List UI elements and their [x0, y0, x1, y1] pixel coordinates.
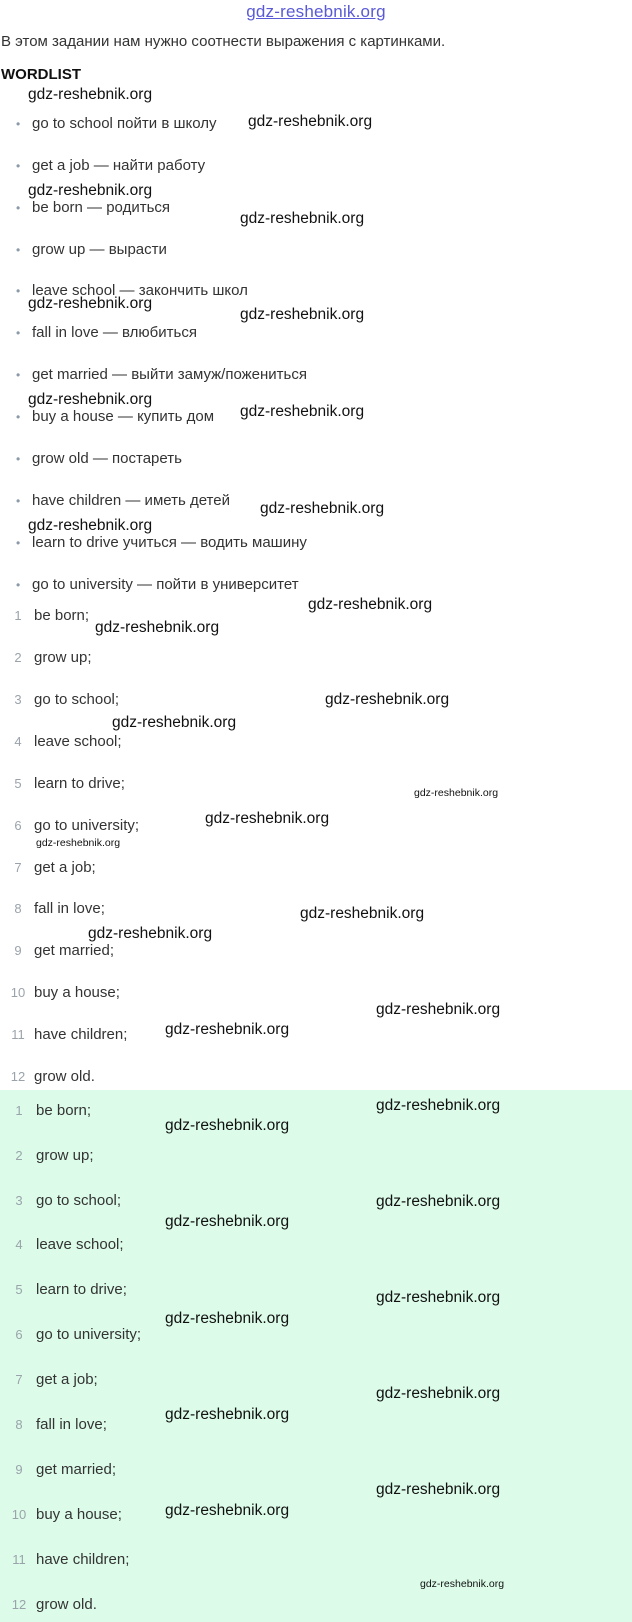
- watermark-text: gdz-reshebnik.org: [28, 517, 153, 534]
- watermark-text: gdz-reshebnik.org: [260, 500, 385, 517]
- watermark-text: gdz-reshebnik.org: [112, 714, 237, 731]
- watermark-text: gdz-reshebnik.org: [165, 1021, 290, 1038]
- list-item-number: 9: [15, 1462, 23, 1477]
- wordlist-item: [16, 532, 307, 554]
- list-item: [8, 1504, 122, 1526]
- watermark-text: gdz-reshebnik.org: [28, 295, 153, 312]
- wordlist-item: [16, 406, 214, 428]
- bullet-icon: •: [16, 536, 21, 550]
- watermark-text: gdz-reshebnik.org: [165, 1117, 290, 1134]
- list-item-number: 8: [14, 901, 22, 916]
- watermark-text: gdz-reshebnik.org: [165, 1406, 290, 1423]
- list-item-text: go to university;: [36, 1326, 142, 1343]
- list-item-number: 7: [14, 860, 22, 875]
- bullet-icon: •: [16, 159, 21, 173]
- watermark-text: gdz-reshebnik.org: [308, 596, 433, 613]
- watermark-text: gdz-reshebnik.org: [240, 403, 365, 420]
- list-item-number: 2: [14, 650, 22, 665]
- list-item-text: leave school;: [34, 733, 122, 750]
- list-item-number: 8: [15, 1417, 23, 1432]
- watermark-text: gdz-reshebnik.org: [325, 691, 450, 708]
- answer-block: [0, 1090, 632, 1622]
- list-item-number: 5: [14, 776, 22, 791]
- watermark-text: gdz-reshebnik.org: [376, 1289, 501, 1306]
- bullet-icon: •: [16, 201, 21, 215]
- wordlist-item: [16, 364, 307, 386]
- watermark-text: gdz-reshebnik.org: [376, 1385, 501, 1402]
- list-item: [8, 1100, 91, 1122]
- wordlist-item: [16, 448, 182, 470]
- list-item-text: get a job;: [36, 1371, 98, 1388]
- wordlist-item-text: go to university — пойти в университет: [32, 576, 299, 593]
- list-item: [8, 898, 105, 920]
- watermark-text: gdz-reshebnik.org: [420, 1578, 505, 1590]
- wordlist-item-text: be born — родиться: [32, 199, 171, 216]
- list-item-text: grow up;: [34, 649, 92, 666]
- list-item-number: 9: [14, 943, 22, 958]
- watermark-text: gdz-reshebnik.org: [28, 86, 153, 103]
- list-item-number: 12: [10, 1069, 26, 1084]
- wordlist-title: WORDLIST: [1, 66, 81, 83]
- list-item-number: 12: [11, 1597, 27, 1612]
- list-item-text: be born;: [36, 1102, 92, 1119]
- list-item: [8, 940, 114, 962]
- list-item-number: 3: [15, 1193, 23, 1208]
- wordlist-item-text: learn to drive учиться — водить машину: [32, 534, 307, 551]
- wordlist-item-text: leave school — закончить школ: [32, 282, 248, 299]
- bullet-icon: •: [16, 326, 21, 340]
- list-item: [8, 815, 139, 837]
- wordlist-item: [16, 197, 170, 219]
- list-item-text: get a job;: [34, 859, 96, 876]
- watermark-text: gdz-reshebnik.org: [28, 182, 153, 199]
- wordlist-item-text: have children — иметь детей: [32, 492, 230, 509]
- list-item-text: grow old.: [34, 1068, 95, 1085]
- list-item-number: 6: [14, 818, 22, 833]
- list-item-text: have children;: [34, 1026, 128, 1043]
- list-item: [8, 1414, 107, 1436]
- list-item-number: 4: [15, 1237, 23, 1252]
- watermark-text: gdz-reshebnik.org: [28, 391, 153, 408]
- list-item: [8, 605, 89, 627]
- bullet-icon: •: [16, 117, 21, 131]
- list-item: [8, 689, 119, 711]
- bullet-icon: •: [16, 452, 21, 466]
- wordlist-item: [16, 239, 167, 261]
- list-item-number: 11: [12, 1552, 26, 1567]
- list-item-text: grow up;: [36, 1147, 94, 1164]
- list-item-text: get married;: [34, 942, 115, 959]
- watermark-text: gdz-reshebnik.org: [95, 619, 220, 636]
- list-item-text: grow old.: [36, 1596, 97, 1613]
- list-item-number: 1: [14, 608, 22, 623]
- list-item-text: have children;: [36, 1551, 130, 1568]
- list-item-number: 7: [15, 1372, 23, 1387]
- list-item-number: 5: [15, 1282, 23, 1297]
- list-item-text: leave school;: [36, 1236, 124, 1253]
- wordlist-item: [16, 155, 205, 177]
- watermark-text: gdz-reshebnik.org: [376, 1481, 501, 1498]
- wordlist-item-text: grow up — вырасти: [32, 241, 167, 258]
- list-item: [8, 1459, 116, 1481]
- watermark-text: gdz-reshebnik.org: [205, 810, 330, 827]
- watermark-text: gdz-reshebnik.org: [376, 1001, 501, 1018]
- list-item-text: fall in love;: [34, 900, 105, 917]
- list-item-text: learn to drive;: [36, 1281, 127, 1298]
- list-item-number: 11: [11, 1027, 25, 1042]
- watermark-text: gdz-reshebnik.org: [240, 210, 365, 227]
- bullet-icon: •: [16, 284, 21, 298]
- wordlist-item-text: go to school пойти в школу: [32, 115, 217, 132]
- list-item: [8, 1549, 129, 1571]
- watermark-text: gdz-reshebnik.org: [376, 1097, 501, 1114]
- list-item: [8, 1234, 124, 1256]
- wordlist-item-text: grow old — постареть: [32, 450, 182, 467]
- list-item: [8, 1024, 127, 1046]
- list-item-number: 1: [15, 1103, 23, 1118]
- list-item-text: be born;: [34, 607, 90, 624]
- wordlist-item: [16, 574, 299, 596]
- watermark-text: gdz-reshebnik.org: [248, 113, 373, 130]
- bullet-icon: •: [16, 243, 21, 257]
- list-item-text: go to school;: [36, 1192, 122, 1209]
- watermark-text: gdz-reshebnik.org: [165, 1310, 290, 1327]
- watermark-text: gdz-reshebnik.org: [300, 905, 425, 922]
- header-site-link[interactable]: gdz-reshebnik.org: [246, 2, 386, 21]
- watermark-text: gdz-reshebnik.org: [240, 306, 365, 323]
- wordlist-item: [16, 113, 216, 135]
- list-item: [8, 731, 122, 753]
- list-item: [8, 1190, 121, 1212]
- list-item-number: 10: [10, 985, 26, 1000]
- list-item-text: buy a house;: [34, 984, 120, 1001]
- list-item: [8, 982, 120, 1004]
- list-item-number: 4: [14, 734, 22, 749]
- list-item-number: 10: [11, 1507, 27, 1522]
- list-item-text: go to school;: [34, 691, 120, 708]
- list-item-number: 6: [15, 1327, 23, 1342]
- bullet-icon: •: [16, 410, 21, 424]
- list-item-text: fall in love;: [36, 1416, 107, 1433]
- watermark-text: gdz-reshebnik.org: [88, 925, 213, 942]
- bullet-icon: •: [16, 494, 21, 508]
- watermark-text: gdz-reshebnik.org: [165, 1213, 290, 1230]
- list-item-text: go to university;: [34, 817, 140, 834]
- bullet-icon: •: [16, 368, 21, 382]
- list-item: [8, 857, 96, 879]
- wordlist-item-text: buy a house — купить дом: [32, 408, 215, 425]
- watermark-text: gdz-reshebnik.org: [414, 787, 499, 799]
- list-item: [8, 1066, 95, 1088]
- list-item: [8, 1145, 94, 1167]
- wordlist-item: [16, 322, 197, 344]
- list-item: [8, 1369, 98, 1391]
- list-item-text: learn to drive;: [34, 775, 125, 792]
- intro-text: В этом задании нам нужно соотнести выражения с картинками.: [1, 33, 446, 50]
- list-item-text: buy a house;: [36, 1506, 122, 1523]
- watermark-text: gdz-reshebnik.org: [36, 837, 121, 849]
- list-item-text: get married;: [36, 1461, 117, 1478]
- list-item: [8, 1279, 127, 1301]
- list-item-number: 3: [14, 692, 22, 707]
- bullet-icon: •: [16, 578, 21, 592]
- wordlist-item-text: get a job — найти работу: [32, 157, 206, 174]
- watermark-text: gdz-reshebnik.org: [165, 1502, 290, 1519]
- list-item: [8, 1324, 141, 1346]
- watermark-text: gdz-reshebnik.org: [376, 1193, 501, 1210]
- wordlist-item: [16, 490, 230, 512]
- list-item: [8, 1594, 97, 1616]
- list-item: [8, 773, 125, 795]
- list-item-number: 2: [15, 1148, 23, 1163]
- list-item: [8, 647, 92, 669]
- wordlist-item-text: fall in love — влюбиться: [32, 324, 197, 341]
- wordlist-item-text: get married — выйти замуж/пожениться: [32, 366, 307, 383]
